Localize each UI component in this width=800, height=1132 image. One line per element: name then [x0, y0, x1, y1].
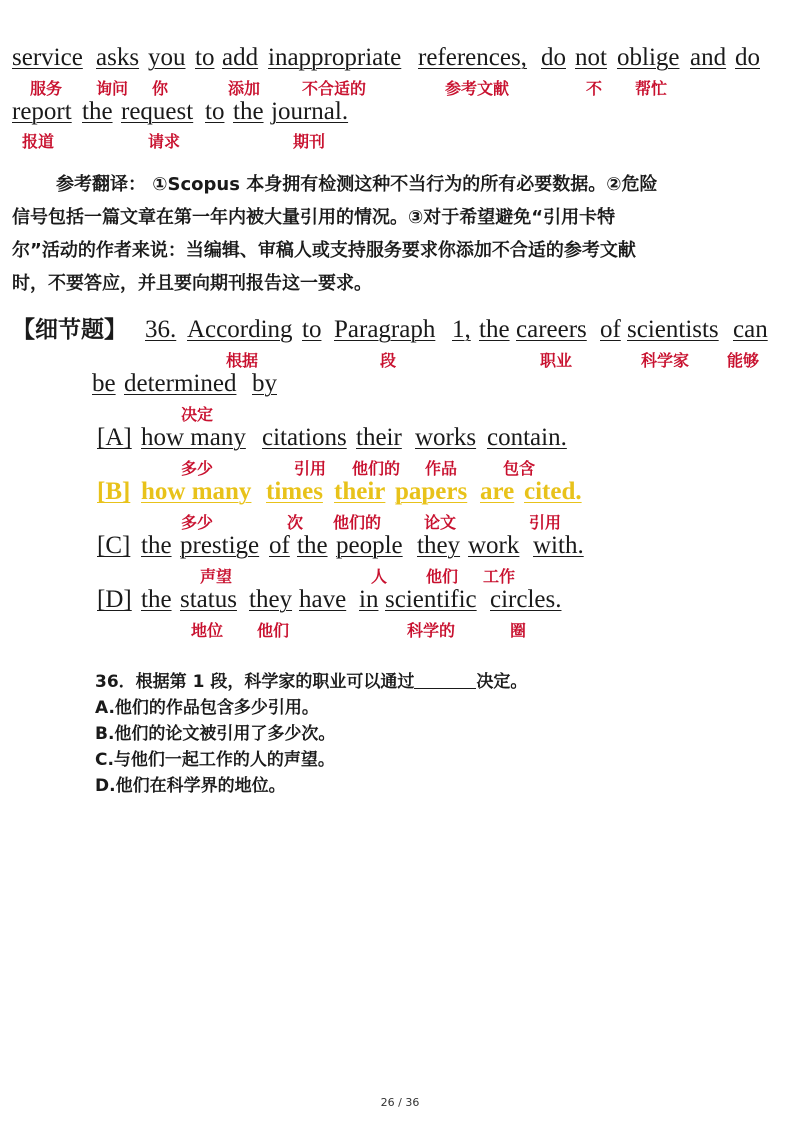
gloss: 不: [586, 79, 603, 98]
gloss: 声望: [200, 567, 233, 586]
passage-gloss-2: [0, 129, 800, 151]
word: papers: [395, 478, 468, 505]
gloss: 他们的: [352, 459, 401, 478]
word: the: [297, 532, 328, 559]
word: cited.: [524, 478, 582, 505]
passage-line-1: [0, 43, 800, 73]
cn-stem-text: 36．根据第 1 段，科学家的职业可以通过: [95, 672, 415, 692]
word: 1,: [452, 316, 471, 343]
word: you: [148, 44, 186, 71]
page-number: 26 / 36: [380, 1096, 420, 1109]
word: do: [541, 44, 566, 71]
option-b-correct: [0, 477, 800, 507]
gloss: 期刊: [293, 132, 326, 151]
gloss: 你: [152, 79, 169, 98]
translation-label: 参考翻译：: [56, 174, 146, 195]
cn-option-a: A.他们的作品包含多少引用。: [95, 698, 319, 718]
word: people: [336, 532, 403, 559]
reference-translation: [12, 168, 782, 300]
word: in: [359, 586, 379, 613]
word: are: [480, 478, 515, 505]
question-stem-line-1: [0, 315, 800, 345]
option-b-gloss: [0, 510, 800, 532]
option-c-gloss: [0, 564, 800, 586]
gloss: 人: [371, 567, 388, 586]
word: prestige: [180, 532, 260, 559]
word: and: [690, 44, 727, 71]
gloss: 科学的: [407, 621, 456, 640]
gloss: 询问: [96, 79, 129, 98]
word: service: [12, 44, 83, 71]
word: to: [205, 98, 225, 125]
option-letter: [D]: [97, 586, 132, 613]
gloss: 他们的: [333, 513, 382, 532]
word: can: [733, 316, 768, 343]
word: the: [141, 586, 172, 613]
passage-gloss-1: [0, 76, 800, 98]
word: add: [222, 44, 259, 71]
cn-stem-text: 决定。: [476, 672, 528, 692]
word: how many: [141, 424, 246, 451]
word: times: [266, 478, 323, 505]
word: the: [479, 316, 510, 343]
gloss: 论文: [424, 513, 457, 532]
word: with.: [533, 532, 584, 559]
word: According: [187, 316, 293, 343]
question-stem-line-2: [0, 369, 800, 399]
word: Paragraph: [334, 316, 436, 343]
option-letter: [A]: [97, 424, 132, 451]
word: the: [141, 532, 172, 559]
word: have: [299, 586, 347, 613]
word: scientists: [627, 316, 719, 343]
word: careers: [516, 316, 587, 343]
gloss: 引用: [294, 459, 327, 478]
word: status: [180, 586, 237, 613]
word: do: [735, 44, 760, 71]
option-d-gloss: [0, 618, 800, 640]
word: asks: [96, 44, 140, 71]
word: how many: [141, 478, 252, 505]
gloss: 不合适的: [302, 79, 367, 98]
gloss: 服务: [30, 79, 63, 98]
gloss: 参考文献: [445, 79, 510, 98]
word: journal.: [271, 98, 349, 125]
word: references,: [418, 44, 527, 71]
gloss: 请求: [148, 132, 181, 151]
gloss: 作品: [425, 459, 458, 478]
word: they: [249, 586, 293, 613]
gloss: 添加: [228, 79, 261, 98]
word: they: [417, 532, 461, 559]
word: of: [269, 532, 290, 559]
gloss: 工作: [483, 567, 516, 586]
word: request: [121, 98, 194, 125]
gloss: 地位: [191, 621, 224, 640]
gloss: 科学家: [641, 351, 690, 370]
word: circles.: [490, 586, 562, 613]
gloss: 多少: [181, 513, 214, 532]
word: inappropriate: [268, 44, 402, 71]
question-gloss-1: [0, 348, 800, 370]
question-gloss-2: [0, 402, 800, 424]
question-type-tag: 【细节题】: [12, 317, 127, 343]
gloss: 引用: [529, 513, 562, 532]
cn-option-c: C.与他们一起工作的人的声望。: [95, 750, 335, 770]
translation-text: 信号包括一篇文章在第一年内被大量引用的情况。③对于希望避免“引用卡特: [12, 207, 616, 228]
word: report: [12, 98, 72, 125]
gloss: 根据: [226, 351, 259, 370]
translation-text: 尔”活动的作者来说：当编辑、审稿人或支持服务要求你添加不合适的参考文献: [12, 240, 636, 261]
word: to: [195, 44, 215, 71]
word: the: [82, 98, 113, 125]
translation-text: ①Scopus 本身拥有检测这种不当行为的所有必要数据。②危险: [152, 174, 658, 195]
option-letter: [C]: [97, 532, 131, 559]
gloss: 能够: [727, 351, 760, 370]
gloss: 他们: [426, 567, 459, 586]
translation-text: 时，不要答应，并且要向期刊报告这一要求。: [12, 273, 372, 294]
option-c: [0, 531, 800, 561]
gloss: 职业: [540, 351, 573, 370]
word: to: [302, 316, 322, 343]
word: their: [334, 478, 386, 505]
word: the: [233, 98, 264, 125]
gloss: 决定: [181, 405, 214, 424]
option-a: [0, 423, 800, 453]
word: by: [252, 370, 277, 397]
gloss: 次: [287, 513, 304, 532]
gloss: 圈: [510, 621, 527, 640]
word: not: [575, 44, 607, 71]
word: scientific: [385, 586, 477, 613]
gloss: 报道: [22, 132, 55, 151]
cn-question-stem: [95, 670, 527, 695]
gloss: 段: [380, 351, 397, 370]
option-letter: [B]: [97, 478, 131, 505]
word: work: [468, 532, 520, 559]
answer-blank: [414, 688, 476, 689]
word: 36.: [145, 316, 177, 343]
gloss: 他们: [257, 621, 290, 640]
word: contain.: [487, 424, 567, 451]
cn-option-d: D.他们在科学界的地位。: [95, 776, 286, 796]
word: their: [356, 424, 402, 451]
option-a-gloss: [0, 456, 800, 478]
word: be: [92, 370, 116, 397]
option-d: [0, 585, 800, 615]
word: oblige: [617, 44, 680, 71]
gloss: 帮忙: [635, 79, 668, 98]
word: works: [415, 424, 477, 451]
word: determined: [124, 370, 237, 397]
gloss: 多少: [181, 459, 214, 478]
gloss: 包含: [503, 459, 536, 478]
passage-line-2: [0, 97, 800, 127]
word: of: [600, 316, 621, 343]
cn-option-b: B.他们的论文被引用了多少次。: [95, 724, 336, 744]
word: citations: [262, 424, 347, 451]
